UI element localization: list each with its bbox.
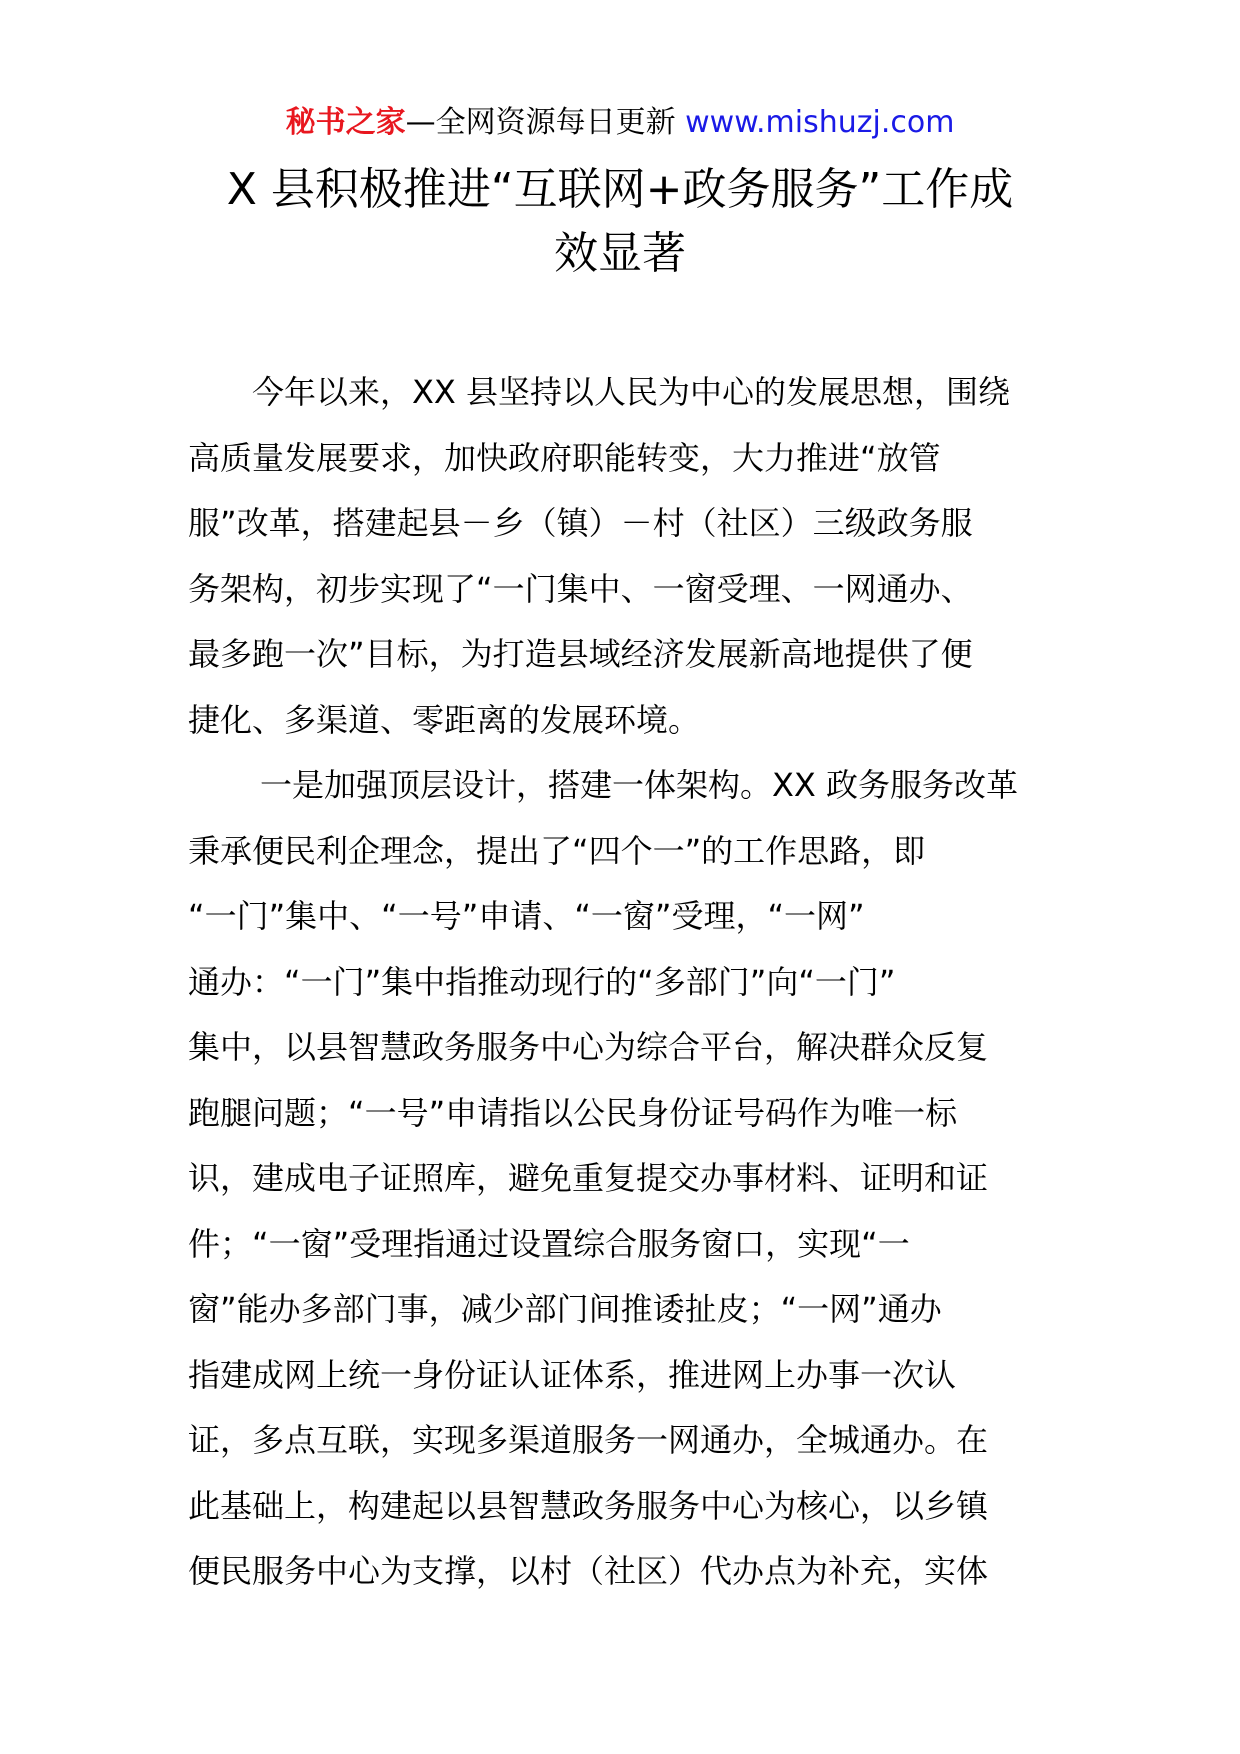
title-line: X 县积极推进“互联网+政务服务”工作成 — [226, 164, 1014, 215]
site-url-link[interactable]: www.mishuzj.com — [685, 105, 955, 140]
paragraph-2-line: 件；“一窗”受理指通过设置综合服务窗口，实现“一 — [188, 1224, 910, 1263]
title-line: 效显著 — [554, 228, 686, 279]
paragraph-1-line: 今年以来，XX 县坚持以人民为中心的发展思想，围绕 — [252, 373, 1011, 411]
paragraph-2-line: 秉承便民利企理念，提出了“四个一”的工作思路，即 — [188, 831, 926, 870]
page-header — [0, 100, 1240, 146]
paragraph-1-line: 服”改革，搭建起县－乡（镇）－村（社区）三级政务服 — [188, 504, 973, 542]
header-tagline: —全网资源每日更新 — [405, 105, 676, 140]
paragraph-2-line: 一是加强顶层设计，搭建一体架构。XX 政务服务改革 — [260, 766, 1019, 804]
paragraph-2-line: 通办：“一门”集中指推动现行的“多部门”向“一门” — [188, 962, 896, 1001]
paragraph-1-line: 最多跑一次”目标，为打造县域经济发展新高地提供了便 — [188, 635, 973, 673]
paragraph-2-line: 窗”能办多部门事，减少部门间推诿扯皮；“一网”通办 — [188, 1290, 942, 1328]
paragraph-2-line: 证，多点互联，实现多渠道服务一网通办，全城通办。在 — [188, 1421, 989, 1459]
paragraph-2-line: 指建成网上统一身份证认证体系，推进网上办事一次认 — [188, 1355, 957, 1394]
paragraph-2-line: 此基础上，构建起以县智慧政务服务中心为核心，以乡镇 — [188, 1486, 989, 1525]
paragraph-1-line: 务架构，初步实现了“一门集中、一窗受理、一网通办、 — [188, 569, 973, 608]
paragraph-2-line: 集中，以县智慧政务服务中心为综合平台，解决群众反复 — [188, 1028, 989, 1066]
paragraph-1-line: 捷化、多渠道、零距离的发展环境。 — [188, 700, 701, 739]
document-title — [130, 158, 1110, 286]
document-body — [188, 360, 1068, 1605]
paragraph-2-line: 跑腿问题；“一号”申请指以公民身份证号码作为唯一标 — [188, 1093, 958, 1132]
paragraph-1-line: 高质量发展要求，加快政府职能转变，大力推进“放管 — [188, 438, 941, 477]
paragraph-2-line: “一门”集中、“一号”申请、“一窗”受理，“一网” — [188, 897, 865, 935]
paragraph-2-line: 便民服务中心为支撑，以村（社区）代办点为补充，实体 — [188, 1552, 989, 1590]
paragraph-2-line: 识，建成电子证照库，避免重复提交办事材料、证明和证 — [188, 1159, 989, 1197]
brand-name: 秘书之家 — [285, 105, 406, 140]
